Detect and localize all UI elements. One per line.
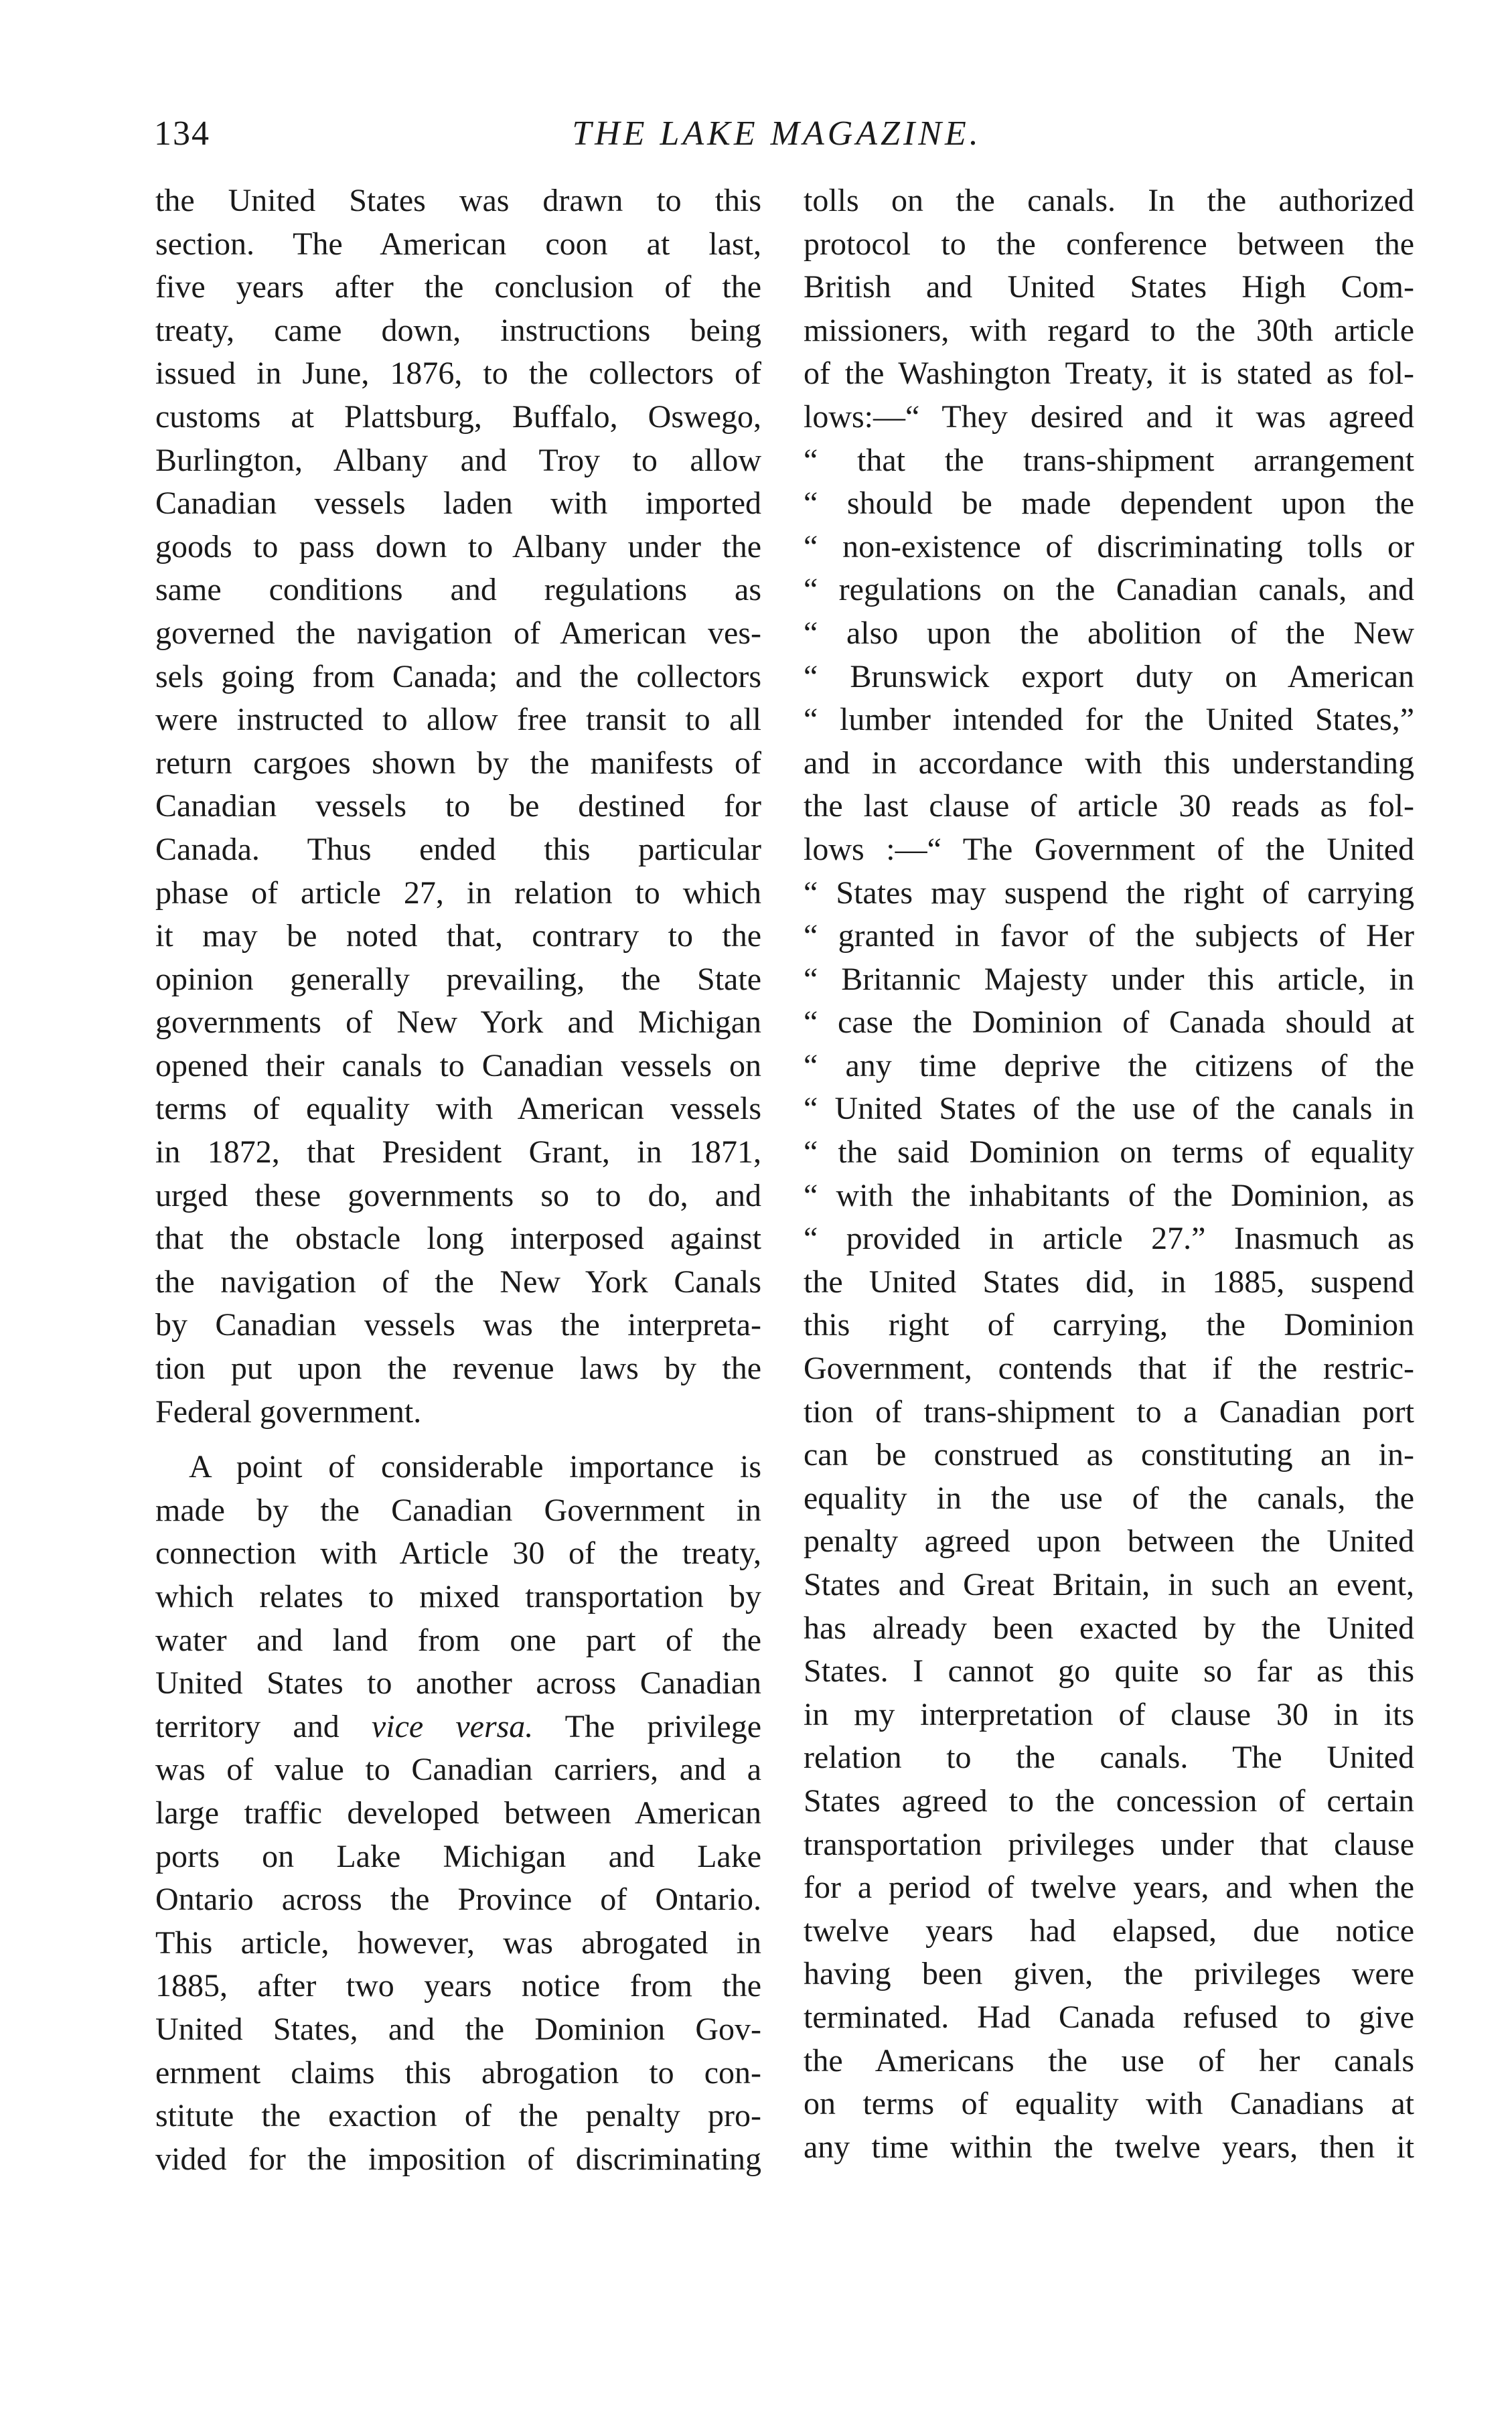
- page-number: 134: [154, 115, 210, 153]
- text-line: phase of article 27, in relation to which: [155, 875, 761, 911]
- text-line: tolls on the canals. In the authorized: [804, 183, 1414, 218]
- text-line: the navigation of the New York Canals: [155, 1264, 761, 1300]
- text-line: lows:—“ They desired and it was agreed: [804, 398, 1414, 435]
- text-line: “ should be made dependent upon the: [804, 485, 1414, 522]
- text-line: Canadian vessels to be destined for: [155, 788, 761, 824]
- text-line: this right of carrying, the Dominion: [804, 1307, 1414, 1343]
- text-line: same conditions and regulations as: [155, 572, 761, 608]
- text-line: having been given, the privileges were: [804, 1956, 1414, 1992]
- text-line: States and Great Britain, in such an event,: [804, 1567, 1414, 1602]
- text-line: has already been exacted by the United: [804, 1610, 1414, 1646]
- text-line: States agreed to the concession of certain: [804, 1783, 1414, 1819]
- text-line: Canada. Thus ended this particular: [155, 831, 761, 867]
- text-line: Federal government.: [155, 1393, 422, 1430]
- text-line: relation to the canals. The United: [804, 1740, 1414, 1776]
- text-line: five years after the conclusion of the: [155, 269, 761, 305]
- text-line: was of value to Canadian carriers, and a: [155, 1752, 761, 1788]
- text-line: tion of trans-shipment to a Canadian port: [804, 1393, 1414, 1430]
- text-line: goods to pass down to Albany under the: [155, 528, 761, 564]
- paragraph-gap: [155, 1434, 761, 1446]
- text-line: States. I cannot go quite so far as this: [804, 1653, 1414, 1689]
- text-line: “ lumber intended for the United States,”: [804, 702, 1414, 738]
- text-line: “ with the inhabitants of the Dominion, as: [804, 1177, 1414, 1213]
- text-fragment: The privilege: [533, 1708, 762, 1744]
- text-line: opinion generally prevailing, the State: [155, 961, 761, 997]
- text-line: Burlington, Albany and Troy to allow: [155, 442, 761, 478]
- text-line: Ontario across the Province of Ontario.: [155, 1882, 761, 1918]
- text-line: “ Brunswick export duty on American: [804, 658, 1414, 694]
- text-line: on terms of equality with Canadians at: [804, 2086, 1414, 2122]
- text-line: transportation privileges under that clause: [804, 1826, 1414, 1862]
- text-line: opened their canals to Canadian vessels on: [155, 1047, 761, 1083]
- text-line: can be construed as constituting an in-: [804, 1437, 1414, 1473]
- text-line: of the Washington Treaty, it is stated as fol-: [804, 356, 1414, 392]
- text-line: made by the Canadian Government in: [155, 1492, 761, 1528]
- text-line: equality in the use of the canals, the: [804, 1480, 1414, 1516]
- text-line: “ granted in favor of the subjects of Her: [804, 918, 1414, 954]
- text-line: issued in June, 1876, to the collectors of: [155, 356, 761, 392]
- text-line: water and land from one part of the: [155, 1622, 761, 1658]
- text-line: “ the said Dominion on terms of equality: [804, 1134, 1414, 1171]
- text-line: for a period of twelve years, and when the: [804, 1870, 1414, 1906]
- text-fragment: territory and: [155, 1708, 372, 1744]
- text-line: the United States did, in 1885, suspend: [804, 1264, 1414, 1300]
- text-line: penalty agreed upon between the United: [804, 1523, 1414, 1560]
- text-line: sels going from Canada; and the collectors: [155, 658, 761, 694]
- text-line: “ non-existence of discriminating tolls or: [804, 528, 1414, 564]
- right-text-column: [804, 179, 1414, 2169]
- text-line: terminated. Had Canada refused to give: [804, 1999, 1414, 2035]
- text-line: large traffic developed between American: [155, 1795, 761, 1831]
- text-line: governments of New York and Michigan: [155, 1004, 761, 1041]
- italic-phrase: vice versa.: [371, 1708, 534, 1744]
- text-line: terms of equality with American vessels: [155, 1091, 761, 1127]
- text-line: by Canadian vessels was the interpreta-: [155, 1307, 761, 1343]
- running-head: [154, 107, 1413, 161]
- text-line: “ that the trans-shipment arrangement: [804, 442, 1414, 478]
- text-line: were instructed to allow free transit to all: [155, 702, 761, 738]
- text-line: governed the navigation of American ves-: [155, 615, 761, 651]
- text-line: “ provided in article 27.” Inasmuch as: [804, 1221, 1414, 1257]
- text-line: Government, contends that if the restric-: [804, 1351, 1414, 1387]
- text-line: A point of considerable importance is: [189, 1449, 761, 1485]
- text-line: return cargoes shown by the manifests of: [155, 745, 761, 781]
- text-line: “ regulations on the Canadian canals, and: [804, 572, 1414, 608]
- text-line: the Americans the use of her canals: [804, 2042, 1414, 2079]
- text-line: “ Britannic Majesty under this article, in: [804, 961, 1414, 997]
- text-line: ernment claims this abrogation to con-: [155, 2054, 761, 2091]
- text-line: section. The American coon at last,: [155, 226, 761, 262]
- text-line: British and United States High Com-: [804, 269, 1414, 305]
- text-line: lows :—“ The Government of the United: [804, 831, 1414, 867]
- text-line: the last clause of article 30 reads as fol-: [804, 788, 1414, 824]
- text-line: missioners, with regard to the 30th article: [804, 312, 1414, 348]
- text-line: which relates to mixed transportation by: [155, 1579, 761, 1614]
- text-line: Canadian vessels laden with imported: [155, 485, 761, 522]
- text-line: United States to another across Canadian: [155, 1665, 761, 1702]
- text-line: urged these governments so to do, and: [155, 1177, 761, 1213]
- text-line: it may be noted that, contrary to the: [155, 918, 761, 954]
- text-line: and in accordance with this understanding: [804, 745, 1414, 781]
- text-line: customs at Plattsburg, Buffalo, Oswego,: [155, 398, 761, 435]
- left-text-column: [155, 179, 761, 2181]
- text-line: connection with Article 30 of the treaty,: [155, 1535, 761, 1572]
- text-line: “ case the Dominion of Canada should at: [804, 1004, 1414, 1041]
- text-line: stitute the exaction of the penalty pro-: [155, 2098, 761, 2134]
- text-line: “ States may suspend the right of carrying: [804, 875, 1414, 911]
- text-line: treaty, came down, instructions being: [155, 312, 761, 348]
- text-line: in my interpretation of clause 30 in its: [804, 1696, 1414, 1732]
- journal-title: THE LAKE MAGAZINE.: [572, 115, 982, 153]
- text-line: “ any time deprive the citizens of the: [804, 1047, 1414, 1083]
- text-line: “ also upon the abolition of the New: [804, 615, 1414, 651]
- text-line: that the obstacle long interposed against: [155, 1221, 761, 1257]
- text-line: tion put upon the revenue laws by the: [155, 1351, 761, 1387]
- text-line: “ United States of the use of the canals in: [804, 1091, 1414, 1127]
- text-line: vided for the imposition of discriminating: [155, 2141, 761, 2177]
- text-line: protocol to the conference between the: [804, 226, 1414, 262]
- text-line: United States, and the Dominion Gov-: [155, 2011, 761, 2047]
- text-line: in 1872, that President Grant, in 1871,: [155, 1134, 761, 1171]
- text-line: any time within the twelve years, then it: [804, 2129, 1414, 2165]
- text-line: This article, however, was abrogated in: [155, 1924, 761, 1961]
- text-line: 1885, after two years notice from the: [155, 1968, 761, 2004]
- text-line: ports on Lake Michigan and Lake: [155, 1838, 761, 1874]
- text-line: twelve years had elapsed, due notice: [804, 1912, 1414, 1949]
- text-line: the United States was drawn to this: [155, 183, 761, 218]
- text-line: [155, 1706, 761, 1749]
